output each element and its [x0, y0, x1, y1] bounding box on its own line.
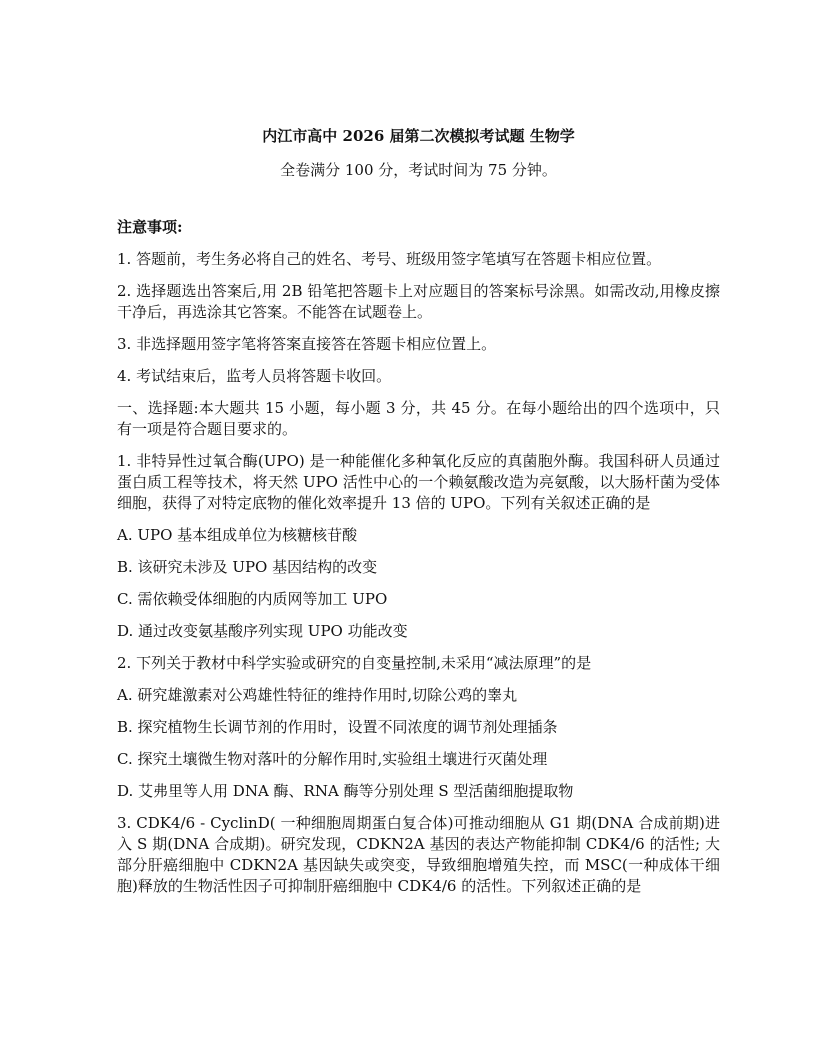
notice-heading: 注意事项: — [117, 218, 183, 236]
exam-subtitle: 全卷满分 100 分，考试时间为 75 分钟。 — [280, 161, 557, 179]
question-2-option-d: D. 艾弗里等人用 DNA 酶、RNA 酶等分别处理 S 型活菌细胞提取物 — [117, 782, 574, 800]
question-3-stem: 3. CDK4/6 - CyclinD( 一种细胞周期蛋白复合体)可推动细胞从 G1 期(DNA 合成前期)进入 S 期(DNA 合成期)。研究发现，CDKN2A 基因的表达产物能抑制 CDK4/6 的活性; 大部分肝癌细胞中 CDKN2A 基因缺失或突变，导致细胞增殖失控，而 MSC(一种成体干细胞)释放的生物活性因子可抑制肝癌细胞中 CDK4/6 的活性。下列叙述正确的是 — [117, 814, 720, 895]
notice-item-2: 2. 选择题选出答案后,用 2B 铅笔把答题卡上对应题目的答案标号涂黑。如需改动,用橡皮擦干净后，再选涂其它答案。不能答在试题卷上。 — [117, 282, 720, 321]
question-2-option-c: C. 探究土壤微生物对落叶的分解作用时,实验组土壤进行灭菌处理 — [117, 750, 548, 768]
notice-item-3: 3. 非选择题用签字笔将答案直接答在答题卡相应位置上。 — [117, 335, 497, 353]
notice-item-1: 1. 答题前，考生务必将自己的姓名、考号、班级用签字笔填写在答题卡相应位置。 — [117, 250, 662, 268]
question-2-option-b: B. 探究植物生长调节剂的作用时，设置不同浓度的调节剂处理插条 — [117, 718, 558, 736]
question-1-option-a: A. UPO 基本组成单位为核糖核苷酸 — [117, 526, 358, 544]
question-1-option-b: B. 该研究未涉及 UPO 基因结构的改变 — [117, 558, 378, 576]
exam-title: 内江市高中 2026 届第二次模拟考试题 生物学 — [262, 127, 575, 145]
question-2-stem: 2. 下列关于教材中科学实验或研究的自变量控制,未采用“减法原理”的是 — [117, 654, 592, 672]
question-2-option-a: A. 研究雄激素对公鸡雄性特征的维持作用时,切除公鸡的睾丸 — [117, 686, 518, 704]
section-intro: 一、选择题:本大题共 15 小题，每小题 3 分，共 45 分。在每小题给出的四个选项中，只有一项是符合题目要求的。 — [117, 399, 720, 438]
question-1-option-d: D. 通过改变氨基酸序列实现 UPO 功能改变 — [117, 622, 408, 640]
notice-item-4: 4. 考试结束后，监考人员将答题卡收回。 — [117, 367, 392, 385]
question-1-stem: 1. 非特异性过氧合酶(UPO) 是一种能催化多种氧化反应的真菌胞外酶。我国科研人员通过蛋白质工程等技术，将天然 UPO 活性中心的一个赖氨酸改造为亮氨酸，以大肠杆菌为受体细胞，获得了对特定底物的催化效率提升 13 倍的 UPO。下列有关叙述正确的是 — [117, 452, 720, 512]
question-1-option-c: C. 需依赖受体细胞的内质网等加工 UPO — [117, 590, 388, 608]
